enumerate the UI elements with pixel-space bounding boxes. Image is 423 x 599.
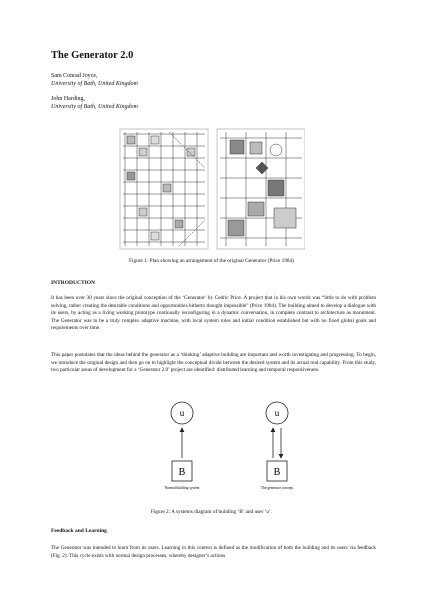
user-label-right: u: [274, 408, 280, 418]
user-label-left: u: [179, 408, 185, 418]
author-affiliation: University of Bath, United Kingdom: [51, 81, 138, 87]
author-block-2: [51, 95, 138, 111]
paper-title: The Generator 2.0: [51, 50, 134, 61]
building-label-right: B: [273, 467, 281, 478]
section-heading-feedback: Feedback and Learning: [51, 528, 107, 534]
author-affiliation: University of Bath, United Kingdom: [51, 104, 138, 110]
plan-drawing-right: [217, 129, 305, 249]
system-label-right: The generator concept: [260, 486, 294, 490]
plan-drawing-left: [120, 129, 208, 249]
intro-paragraph-2: This paper postulates that the ideas behind the generator as a ‘thinking’ adaptive building are important and worth investigating and progressing. To begin, we introduce the original design and then go on to highlight the conceptual divide between the desired system and its actual real capability. From this study, two particular areas of development for a ‘Generator 2.0’ project are identified: distributed learning and temporal responsiveness.: [51, 352, 376, 374]
building-label-left: B: [178, 467, 186, 478]
figure-2-caption: Figure 2: A systems diagram of building ‘B’ and user ‘u’.: [150, 509, 273, 515]
author-name: John Harding,: [51, 96, 85, 102]
feedback-paragraph-1: The Generator was intended to learn from its users. Learning in this context is defined as the modification of both the building and its users via feedback (Fig. 2). This cycle exists with normal design processes, whereby designer’s actions: [51, 545, 376, 559]
figure-2-diagram: [160, 398, 320, 504]
figure-1-plans: [119, 128, 305, 250]
author-block-1: [51, 72, 138, 88]
system-label-left: Normal building system: [164, 486, 200, 490]
figure-1-caption: Figure 1: Plan showing an arrangement of the original Generator (Price 1984): [129, 258, 294, 264]
author-name: Sam Conrad Joyce,: [51, 73, 98, 79]
section-heading-introduction: INTRODUCTION: [51, 280, 96, 286]
intro-paragraph-1: It has been over 30 years since the original conception of the ‘Generator’ by Cedric Price. A project that in his own words was “little to do with problem solving, rather creating the desirable conditions and opportunities hitherto thought impossible” (Price 1984). The building aimed to develop a dialogue with its users, by acting as a living working prototype continually reconfiguring in a dynamic conversation, in complete contrast to architecture as monument. The Generator was to be a truly complex adaptive machine, with local system rules and initial condition established but with no fixed global goals and requirements over time.: [51, 295, 376, 332]
